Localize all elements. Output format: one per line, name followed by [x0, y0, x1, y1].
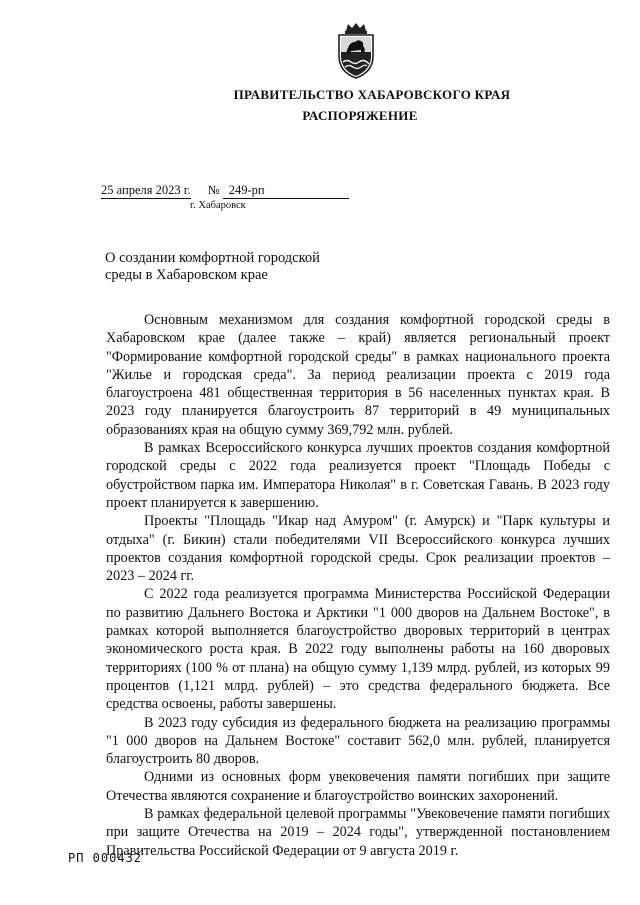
subject-line: среды в Хабаровском крае: [105, 266, 268, 283]
paragraph: С 2022 года реализуется программа Министерства Российской Федерации по развитию Дальнего Востока и Арктики "1 000 дворов на Дальнем Востоке", в рамках которой выполняется благоустройство дворовых территорий в центрах экономического роста края. В 2022 году выполнены работы на 160 дворовых территориях (100 % от плана) на общую сумму 1,139 млрд. рублей, из которых 99 процентов (1,121 млрд. рублей) – это средства федерального бюджета. Все средства освоены, работы завершены.: [106, 586, 610, 713]
document-number: 249-рп: [223, 183, 349, 199]
paragraph: Основным механизмом для создания комфортной городской среды в Хабаровском крае (далее также – край) является региональный проект "Формирование комфортной городской среды" в рамках национального проекта "Жилье и городская среда". За период реализации проекта с 2019 года благоустроена 481 общественная территория в 56 населенных пунктах края. В 2023 году планируется благоустроить 87 территорий в 49 муниципальных образованиях края на общую сумму 369,792 млн. рублей.: [106, 312, 610, 438]
paragraph: Проекты "Площадь "Икар над Амуром" (г. Амурск) и "Парк культуры и отдыха" (г. Бикин) стали победителями VII Всероссийского конкурса лучших проектов создания комфортной городской среды. Срок реализации проектов – 2023 – 2024 гг.: [106, 513, 610, 585]
document-type: РАСПОРЯЖЕНИЕ: [302, 108, 418, 123]
paragraph: В рамках федеральной целевой программы "Увековечение памяти погибших при защите Отечества на 2019 – 2024 годы", утвержденной постановлением Правительства Российской Федерации от 9 августа 2019 г.: [106, 806, 610, 859]
paragraph: В 2023 году субсидия из федерального бюджета на реализацию программы "1 000 дворов на Дальнем Востоке" составит 562,0 млн. рублей, планируется благоустроить 80 дворов.: [106, 714, 610, 768]
city: г. Хабаровск: [190, 200, 246, 211]
form-code: РП 000432: [68, 851, 143, 865]
subject: [105, 250, 320, 283]
date-number-line: [101, 183, 349, 199]
subject-line: О создании комфортной городской: [105, 250, 320, 266]
coat-of-arms-icon: [333, 22, 379, 80]
body-text: [106, 311, 610, 860]
paragraph: Одними из основных форм увековечения памяти погибших при защите Отечества являются сохранение и благоустройство воинских захоронений.: [106, 769, 610, 804]
government-title: ПРАВИТЕЛЬСТВО ХАБАРОВСКОГО КРАЯ: [233, 87, 511, 102]
number-label: №: [207, 183, 220, 197]
document-date: 25 апреля 2023 г.: [101, 183, 191, 197]
paragraph: В рамках Всероссийского конкурса лучших проектов создания комфортной городской среды с 2022 года реализуется проект "Площадь Победы с обустройством парка им. Императора Николая" в г. Советская Гавань. В 2023 году проект планируется к завершению.: [106, 440, 610, 511]
